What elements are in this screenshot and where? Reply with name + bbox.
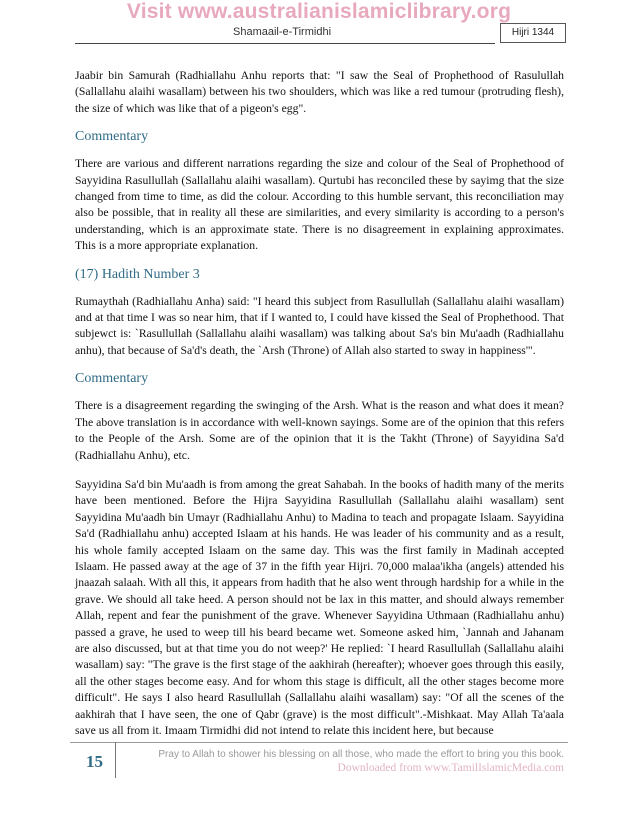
footer-separator bbox=[115, 742, 116, 778]
commentary-paragraph-3: Sayyidina Sa'd bin Mu'aadh is from among the great Sahabah. In the books of hadith many of the merits have been mentioned. Before the Hijra Sayyidina Rasullullah (Sallallahu alaihi wasallam) sent Sayyidina Mu'aadh bin Umayr (Radhiallahu Anhu) to Madina to teach and propagate Islaam. Sayyidina Sa'd (Radhiallahu anhu) accepted Islaam at his hands. He was leader of his community and as a result, his whole family accepted Islaam on the same day. This was the first family in Madinah accepted Islaam. He passed away at the age of 37 in the fifth year Hijri. 70,000 malaa'ikha (angels) attended his jnaazah salaah. With all this, it appears from hadith that he also went through hardship for a while in the grave. We should all take heed. A person should not be lax in this matter, and should always remember Allah, repent and fear the punishment of the grave. Whenever Sayyidina Uthmaan (Radhiallahu anhu) passed a grave, he used to weep till his beard became wet. Someone asked him, `Jannah and Jahanam are also discussed, but at that time you do not weep?' He replied: `I heard Rasullullah (Sallallahu alaihi wasallam) say: "The grave is the first stage of the aakhirah (hereafter); whoever goes through this easily, all the other stages become easy. And for whom this stage is difficult, all the other stages become more difficult". He says I also heard Rasullullah (Sallallahu alaihi wasallam) say: "Of all the scenes of the aakhirah that I have seen, the one of Qabr (grave) is the most difficult".-Mishkaat. May Allah Ta'aala save us all from it. Imaam Tirmidhi did not intend to relate this incident here, but because bbox=[75, 477, 564, 737]
hadith-paragraph-2: Rumaythah (Radhiallahu Anha) said: "I heard this subject from Rasullullah (Sallallahu alaihi wasallam) and at that time I was so near him, that if I wanted to, I could have kissed the Seal of Prophethood. That subjewct is: `Rasullullah (Sallallahu alaihi wasallam) was talking about Sa's bin Mu'aadh (Radhiallahu anhu), that because of Sa'd's death, the `Arsh (Throne) of Allah also started to sway in happiness'". bbox=[75, 294, 564, 357]
footer-prayer-text: Pray to Allah to shower his blessing on all those, who made the effort to bring you this book. bbox=[158, 749, 564, 760]
commentary-paragraph-2: There is a disagreement regarding the swinging of the Arsh. What is the reason and what does it mean? The above translation is in accordance with well-known sayings. Some are of the opinion that this refers to the People of the Arsh. Some are of the opinion that it is the Takht (Throne) of Sayyidina Sa'd (Radhiallahu Anhu), etc. bbox=[75, 399, 564, 462]
footer-rule bbox=[70, 742, 568, 743]
page-body bbox=[75, 68, 564, 739]
running-header-title: Shamaail-e-Tirmidhi bbox=[233, 26, 332, 38]
hadith-paragraph-1: Jaabir bin Samurah (Radhiallahu Anhu reports that: "I saw the Seal of Prophethood of Rasulullah (Sallallahu alaihi wasallam) between his two shoulders, which was like a red tumour (protruding flesh), the size of which was like that of a pigeon's egg". bbox=[75, 69, 564, 115]
download-source-text: Downloaded from www.TamilIslamicMedia.com bbox=[337, 762, 564, 774]
commentary-paragraph-1: There are various and different narrations regarding the size and colour of the Seal of Prophethood of Sayyidina Rasullullah (Sallallahu alaihi wasallam). Qurtubi has reconciled these by sayimg that the size changed from time to time, as did the colour. According to this humble servant, this reconciliation may also be possible, that in reality all these are similarities, and every similarity is according to a person's understanding, which is an approximate state. There is no disagreement in explaining approximates. This is a more appropriate explanation. bbox=[75, 157, 564, 253]
watermark-text: Visit www.australianislamiclibrary.org bbox=[126, 0, 512, 23]
section-heading-commentary-1: Commentary bbox=[75, 129, 149, 145]
header-rule bbox=[75, 43, 495, 44]
section-heading-hadith-3: (17) Hadith Number 3 bbox=[75, 266, 200, 282]
hijri-badge: Hijri 1344 bbox=[500, 23, 566, 43]
section-heading-commentary-2: Commentary bbox=[75, 371, 149, 387]
page-number: 15 bbox=[86, 752, 103, 771]
